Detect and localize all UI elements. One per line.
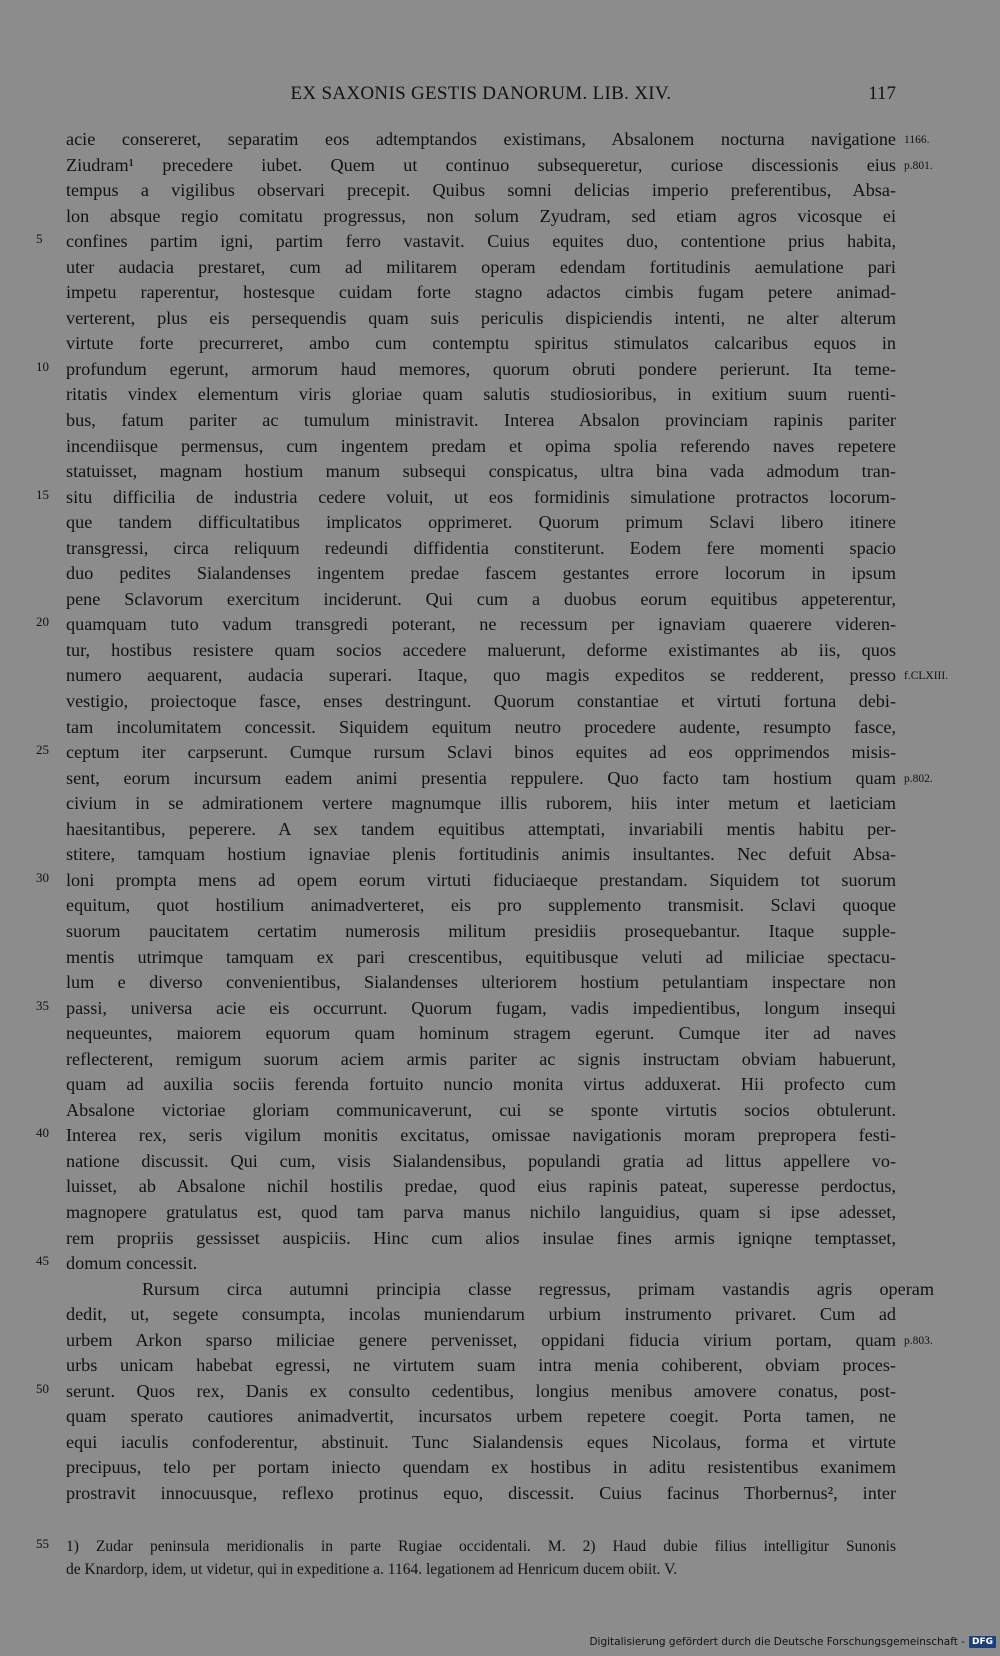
line-number: 20 bbox=[36, 614, 49, 630]
text-line bbox=[66, 1328, 933, 1354]
line-text: Ziudram¹ precedere iubet. Quem ut continuo subsequeretur, curiose discessionis eius bbox=[66, 154, 896, 175]
line-text: quamquam tuto vadum transgredi poterant, ne recessum per ignaviam quaerere videren- bbox=[66, 614, 896, 635]
line-text: dedit, ut, segete consumpta, incolas muniendarum urbium instrumento privaret. Cum ad bbox=[66, 1304, 896, 1325]
text-line bbox=[36, 229, 896, 255]
footnotes bbox=[36, 1535, 896, 1581]
line-text: nequeuntes, maiorem equorum quam hominum stragem egerunt. Cumque iter ad naves bbox=[66, 1023, 896, 1044]
line-text: tam incolumitatem concessit. Siquidem equitum neutro procedere audente, resumpto fasce, bbox=[66, 716, 896, 737]
text-line bbox=[36, 485, 896, 511]
footnote-text: de Knardorp, idem, ut videtur, qui in expeditione a. 1164. legationem ad Henricum ducem obiit. V. bbox=[66, 1561, 678, 1578]
line-text: domum concessit. bbox=[66, 1253, 198, 1274]
text-line bbox=[66, 204, 896, 230]
text-line bbox=[36, 1251, 896, 1277]
line-text: serunt. Quos rex, Danis ex consulto cedentibus, longius menibus amovere conatus, post- bbox=[66, 1380, 896, 1401]
text-line bbox=[66, 408, 896, 434]
text-line bbox=[66, 510, 896, 536]
line-number: 35 bbox=[36, 997, 49, 1013]
text-line bbox=[36, 740, 896, 766]
text-line bbox=[66, 382, 896, 408]
line-text: incendiisque permensus, cum ingentem predam et opima spolia referendo naves repetere bbox=[66, 435, 896, 456]
line-number: 40 bbox=[36, 1125, 49, 1141]
line-text: stitere, tamquam hostium ignaviae plenis fortitudinis animis insultantes. Nec defuit Absa- bbox=[66, 844, 896, 865]
line-text: pene Sclavorum exercitum inciderunt. Qui cum a duobus eorum equitibus appeterentur, bbox=[66, 588, 896, 609]
line-text: acie consereret, separatim eos adtemptandos existimans, Absalonem nocturna navigatione bbox=[66, 129, 896, 149]
text-line bbox=[66, 1302, 896, 1328]
line-text: impetu raperentur, hostesque cuidam forte stagno adactos cimbis fugam petere animad- bbox=[66, 282, 896, 303]
line-text: tempus a vigilibus observari precepit. Quibus somni delicias imperio preferentibus, Absa- bbox=[66, 180, 896, 201]
text-line bbox=[36, 357, 896, 383]
text-line bbox=[66, 127, 930, 153]
text-line bbox=[66, 434, 896, 460]
main-text bbox=[36, 127, 949, 1507]
line-text: precipuus, telo per portam iniecto quendam ex hostibus in aditu resistentibus exanimem bbox=[66, 1457, 896, 1478]
text-line bbox=[66, 1072, 896, 1098]
funding-notice bbox=[589, 1634, 996, 1650]
line-text: natione discussit. Qui cum, visis Sialandensibus, populandi gratia ad littus appellere vo- bbox=[66, 1150, 896, 1171]
text-line bbox=[66, 842, 896, 868]
line-text: confines partim igni, partim ferro vastavit. Cuius equites duo, contentione prius habita, bbox=[66, 231, 896, 252]
line-text: loni prompta mens ad opem eorum virtuti fiduciaeque prestandam. Siquidem tot suorum bbox=[66, 869, 896, 890]
margin-reference: f.CLXIII. bbox=[904, 670, 949, 683]
text-line bbox=[36, 1123, 896, 1149]
line-text: rem propriis gessisset auspiciis. Hinc cum alios insulae fines armis igniqne temptasset, bbox=[66, 1227, 896, 1248]
line-number: 15 bbox=[36, 486, 49, 502]
text-line bbox=[66, 893, 896, 919]
text-line bbox=[66, 689, 896, 715]
text-line bbox=[66, 663, 949, 689]
line-text: tur, hostibus resistere quam socios accedere maluerunt, deforme existimantes ab iis, quos bbox=[66, 639, 896, 660]
text-line bbox=[66, 1021, 896, 1047]
text-line bbox=[66, 587, 896, 613]
line-text: situ difficilia de industria cedere voluit, ut eos formidinis simulatione protractos locorum- bbox=[66, 486, 896, 507]
text-line bbox=[66, 459, 896, 485]
line-text: reflecterent, remigum suorum aciem armis pariter ac signis instructam obviam habuerunt, bbox=[66, 1048, 896, 1069]
line-text: quam ad auxilia sociis ferenda fortuito nuncio monita virtus adduxerat. Hii profecto cum bbox=[66, 1074, 896, 1095]
text-line bbox=[66, 331, 896, 357]
line-number: 50 bbox=[36, 1380, 49, 1396]
line-text: ceptum iter carpserunt. Cumque rursum Sclavi binos equites ad eos opprimendos misis- bbox=[66, 742, 896, 763]
line-number: 25 bbox=[36, 742, 49, 758]
text-line bbox=[66, 715, 896, 741]
text-line bbox=[36, 996, 896, 1022]
line-text: luisset, ab Absalone nichil hostilis predae, quod eius rapinis pateat, superesse perdoctus, bbox=[66, 1176, 896, 1197]
footnote-line bbox=[66, 1558, 896, 1581]
text-line bbox=[66, 1200, 896, 1226]
line-text: lon absque regio comitatu progressus, non solum Zyudram, sed etiam agros vicosque ei bbox=[66, 205, 896, 226]
text-line bbox=[66, 280, 896, 306]
line-text: Interea rex, seris vigilum monitis excitatus, omissae navigationis moram prepropera festi- bbox=[66, 1125, 896, 1146]
text-line bbox=[66, 1430, 896, 1456]
line-text: magnopere gratulatus est, quod tam parva manus nichilo languidius, quam si ipse adesset, bbox=[66, 1201, 896, 1222]
text-line bbox=[66, 1455, 896, 1481]
page-header bbox=[66, 83, 896, 111]
line-text: Rursum circa autumni principia classe regressus, primam vastandis agris operam bbox=[142, 1278, 934, 1299]
text-line bbox=[66, 1277, 934, 1303]
text-line bbox=[66, 919, 896, 945]
line-number: 10 bbox=[36, 358, 49, 374]
line-text: passi, universa acie eis occurrunt. Quorum fugam, vadis impedientibus, longum insequi bbox=[66, 997, 896, 1018]
text-line bbox=[66, 1481, 896, 1507]
text-line bbox=[66, 153, 933, 179]
line-number: 30 bbox=[36, 869, 49, 885]
line-text: equitum, quot hostilium animadverteret, eis pro supplemento transmisit. Sclavi quoque bbox=[66, 895, 896, 916]
line-text: ritatis vindex elementum viris gloriae quam salutis studiosioribus, in exitium suum ruenti- bbox=[66, 384, 896, 405]
line-text: bus, fatum pariter ac tumulum ministravit. Interea Absalon provinciam rapinis pariter bbox=[66, 410, 896, 431]
line-text: que tandem difficultatibus implicatos opprimeret. Quorum primum Sclavi libero itinere bbox=[66, 512, 896, 533]
line-text: suorum paucitatem certatim numerosis militum presidiis prosequebantur. Itaque supple- bbox=[66, 920, 896, 941]
text-line bbox=[66, 638, 896, 664]
margin-reference: p.803. bbox=[904, 1334, 933, 1347]
text-line bbox=[66, 817, 896, 843]
text-line bbox=[66, 178, 896, 204]
line-text: duo pedites Sialandenses ingentem predae fascem gestantes errore locorum in ipsum bbox=[66, 563, 896, 584]
page-number: 117 bbox=[868, 83, 896, 104]
line-text: mentis utrimque tamquam ex pari crescentibus, equitibusque veluti ad miliciae spectacu- bbox=[66, 946, 896, 967]
line-text: civium in se admirationem vertere magnumque illis ruborem, hiis inter metum et laeticiam bbox=[66, 793, 896, 814]
line-text: verterent, plus eis persequendis quam suis periculis dispiciendis intenti, ne alter alterum bbox=[66, 307, 896, 328]
text-line bbox=[66, 1226, 896, 1252]
line-text: lum e diverso convenientibus, Sialandenses ulteriorem hostium petulantiam inspectare non bbox=[66, 972, 896, 993]
text-line bbox=[66, 1149, 896, 1175]
line-number: 45 bbox=[36, 1253, 49, 1269]
line-number: 5 bbox=[36, 231, 43, 247]
line-text: numero aequarent, audacia superari. Itaque, quo magis expeditos se redderent, presso bbox=[66, 665, 896, 686]
line-text: sent, eorum incursum eadem animi presentia reppulere. Quo facto tam hostium quam bbox=[66, 767, 896, 788]
running-head: EX SAXONIS GESTIS DANORUM. LIB. XIV. bbox=[290, 83, 672, 104]
line-text: vestigio, proiectoque fasce, enses destringunt. Quorum constantiae et virtuti fortuna debi- bbox=[66, 691, 896, 712]
line-text: statuisset, magnam hostium manum subsequi conspicatus, ultra bina vada admodum tran- bbox=[66, 461, 896, 482]
text-line bbox=[66, 255, 896, 281]
text-line bbox=[66, 945, 896, 971]
dfg-logo: DFG bbox=[969, 1636, 996, 1648]
text-line bbox=[66, 536, 896, 562]
text-line bbox=[66, 791, 896, 817]
footnote-line bbox=[36, 1535, 896, 1558]
text-line bbox=[66, 1098, 896, 1124]
text-line bbox=[36, 1379, 896, 1405]
line-text: prostravit innocuusque, reflexo protinus equo, discessit. Cuius facinus Thorbernus², inter bbox=[66, 1482, 896, 1503]
text-line bbox=[66, 1353, 896, 1379]
line-text: urbem Arkon sparso miliciae genere pervenisset, oppidani fiducia virium portam, quam bbox=[66, 1329, 896, 1350]
line-text: urbs unicam habebat egressi, ne virtutem suam intra menia cohiberent, obviam proces- bbox=[66, 1355, 896, 1376]
text-line bbox=[36, 868, 896, 894]
text-line bbox=[66, 1047, 896, 1073]
funding-text: Digitalisierung gefördert durch die Deutsche Forschungsgemeinschaft - bbox=[589, 1636, 965, 1648]
line-text: equi iaculis confoderentur, abstinuit. Tunc Sialandensis eques Nicolaus, forma et virtute bbox=[66, 1431, 896, 1452]
text-line bbox=[66, 970, 896, 996]
text-line bbox=[66, 306, 896, 332]
margin-reference: 1166. bbox=[904, 134, 930, 146]
line-text: profundum egerunt, armorum haud memores, quorum obruti pondere perierunt. Ita teme- bbox=[66, 358, 896, 379]
footnote-text: 1) Zudar peninsula meridionalis in parte Rugiae occidentali. M. 2) Haud dubie filius intelligitur Sunonis bbox=[66, 1538, 896, 1555]
line-text: virtute forte precurreret, ambo cum contemptu spiritus stimulatos calcaribus equos in bbox=[66, 333, 896, 354]
text-line bbox=[66, 766, 933, 792]
margin-reference: p.802. bbox=[904, 772, 933, 785]
margin-reference: p.801. bbox=[904, 159, 933, 172]
text-line bbox=[66, 1174, 896, 1200]
line-text: transgressi, circa reliquum redeundi diffidentia constiterunt. Eodem fere momenti spacio bbox=[66, 537, 896, 558]
line-text: quam sperato cautiores animadvertit, incursatos urbem repetere coegit. Porta tamen, ne bbox=[66, 1406, 896, 1427]
text-line bbox=[66, 1404, 896, 1430]
text-line bbox=[66, 561, 896, 587]
line-text: Absalone victoriae gloriam communicaverunt, cui se sponte virtutis socios obtulerunt. bbox=[66, 1099, 896, 1120]
line-number: 55 bbox=[36, 1536, 49, 1551]
text-line bbox=[36, 612, 896, 638]
line-text: uter audacia prestaret, cum ad militarem operam edendam fortitudinis aemulatione pari bbox=[66, 256, 896, 277]
line-text: haesitantibus, peperere. A sex tandem equitibus attemptati, invariabili mentis habitu per- bbox=[66, 818, 896, 839]
